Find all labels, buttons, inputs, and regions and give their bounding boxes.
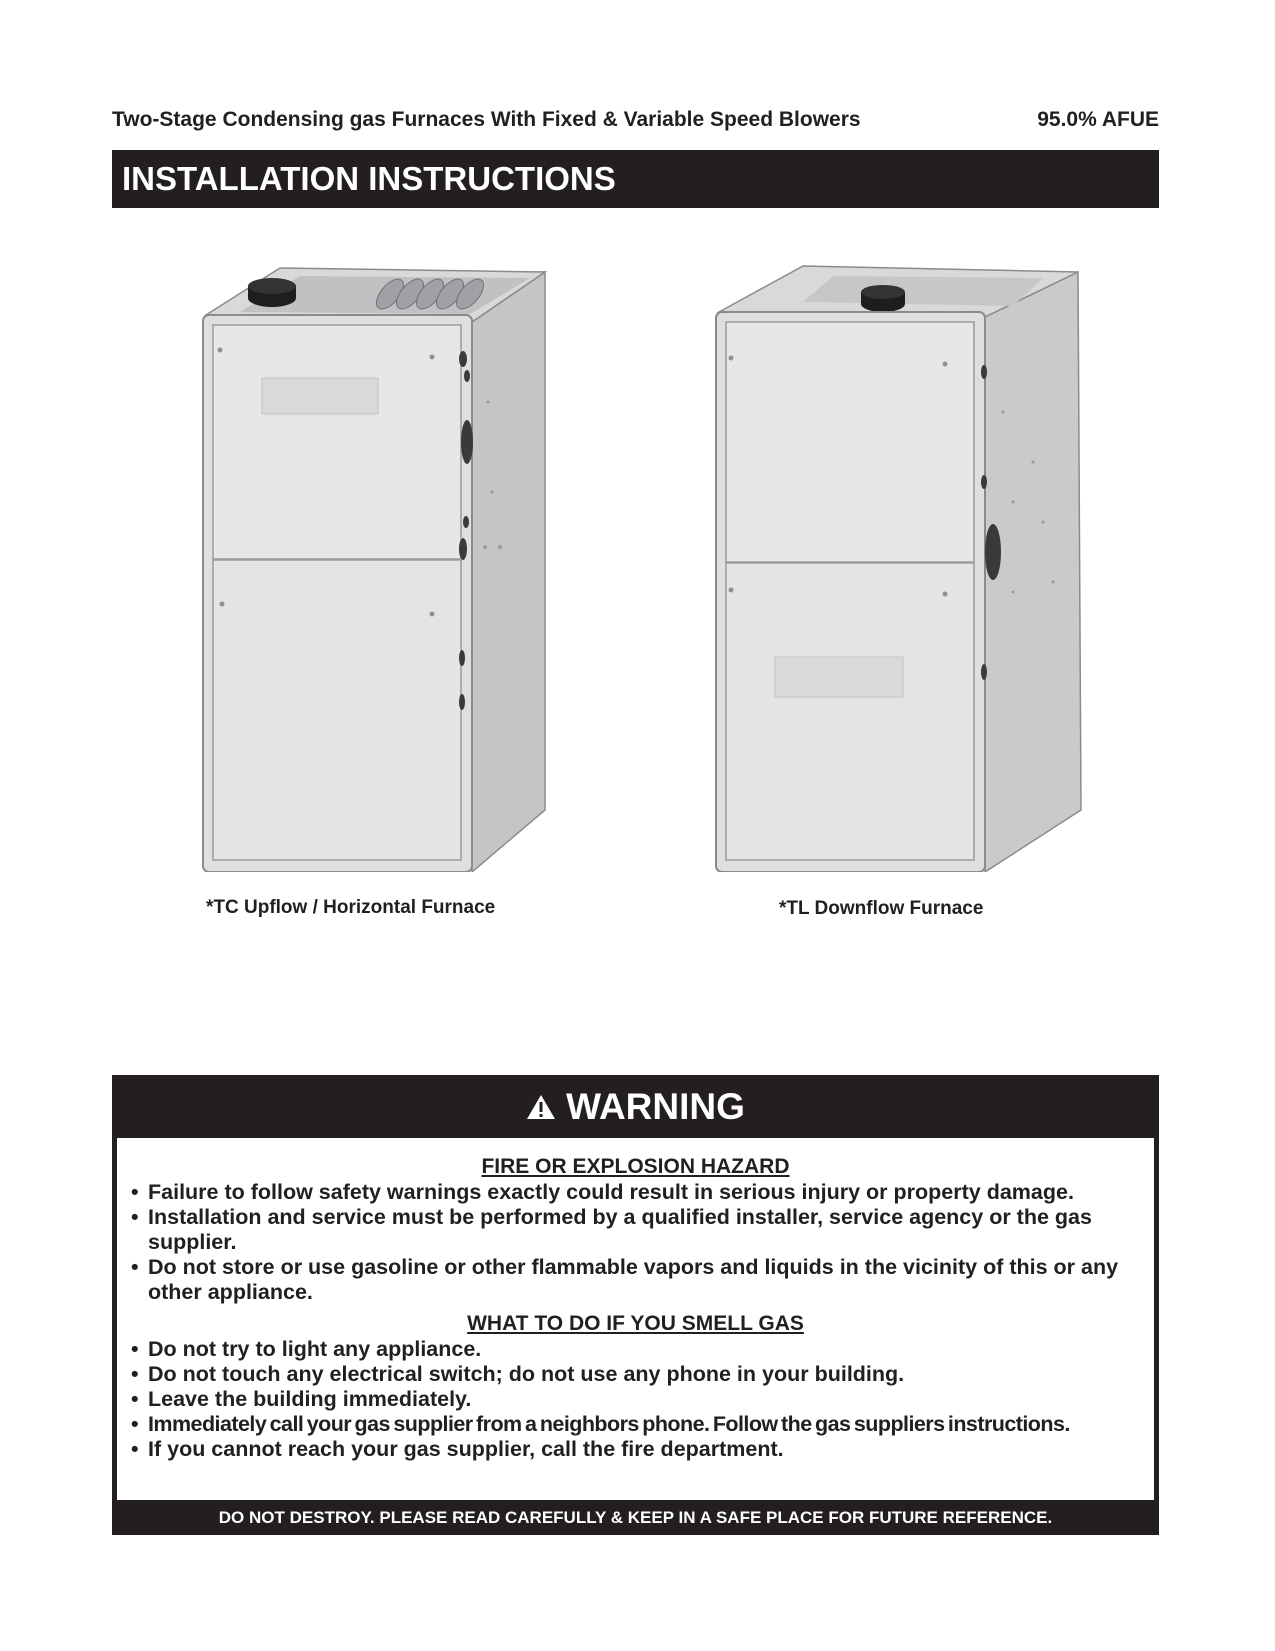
list-item: • Do not try to light any appliance. [131,1337,1140,1362]
smell-gas-list [131,1337,1140,1462]
downflow-furnace-caption: *TL Downflow Furnace [779,898,984,919]
warning-heading: WARNING [566,1085,745,1127]
fire-hazard-heading: FIRE OR EXPLOSION HAZARD [481,1155,790,1178]
upflow-furnace-illustration [200,262,550,872]
downflow-furnace-illustration [713,262,1093,872]
fire-hazard-list [131,1180,1140,1305]
efficiency-rating: 95.0% AFUE [1037,108,1159,131]
list-item: • If you cannot reach your gas supplier, call the fire department. [131,1437,1140,1462]
list-item: • Do not touch any electrical switch; do not use any phone in your building. [131,1362,1140,1387]
page-title: INSTALLATION INSTRUCTIONS [122,160,616,197]
smell-gas-heading: WHAT TO DO IF YOU SMELL GAS [467,1312,804,1335]
upflow-furnace-caption: *TC Upflow / Horizontal Furnace [206,897,496,918]
warning-triangle-icon [526,1094,556,1120]
warning-header [112,1075,1159,1138]
list-item: • Do not store or use gasoline or other flammable vapors and liquids in the vicinity of this or any other appliance. [131,1255,1140,1305]
title-bar [112,150,1159,208]
list-item: • Immediately call your gas supplier from a neighbors phone. Follow the gas suppliers instructions. [131,1412,1140,1437]
document-header [112,108,1159,132]
warning-footer: DO NOT DESTROY. PLEASE READ CAREFULLY & KEEP IN A SAFE PLACE FOR FUTURE REFERENCE. [218,1507,1053,1527]
list-item: • Leave the building immediately. [131,1387,1140,1412]
document-subtitle: Two-Stage Condensing gas Furnaces With Fixed & Variable Speed Blowers [112,108,861,131]
warning-body [117,1138,1154,1500]
list-item: • Failure to follow safety warnings exactly could result in serious injury or property damage. [131,1180,1140,1205]
warning-box [112,1075,1159,1535]
list-item: • Installation and service must be performed by a qualified installer, service agency or the gas supplier. [131,1205,1140,1255]
